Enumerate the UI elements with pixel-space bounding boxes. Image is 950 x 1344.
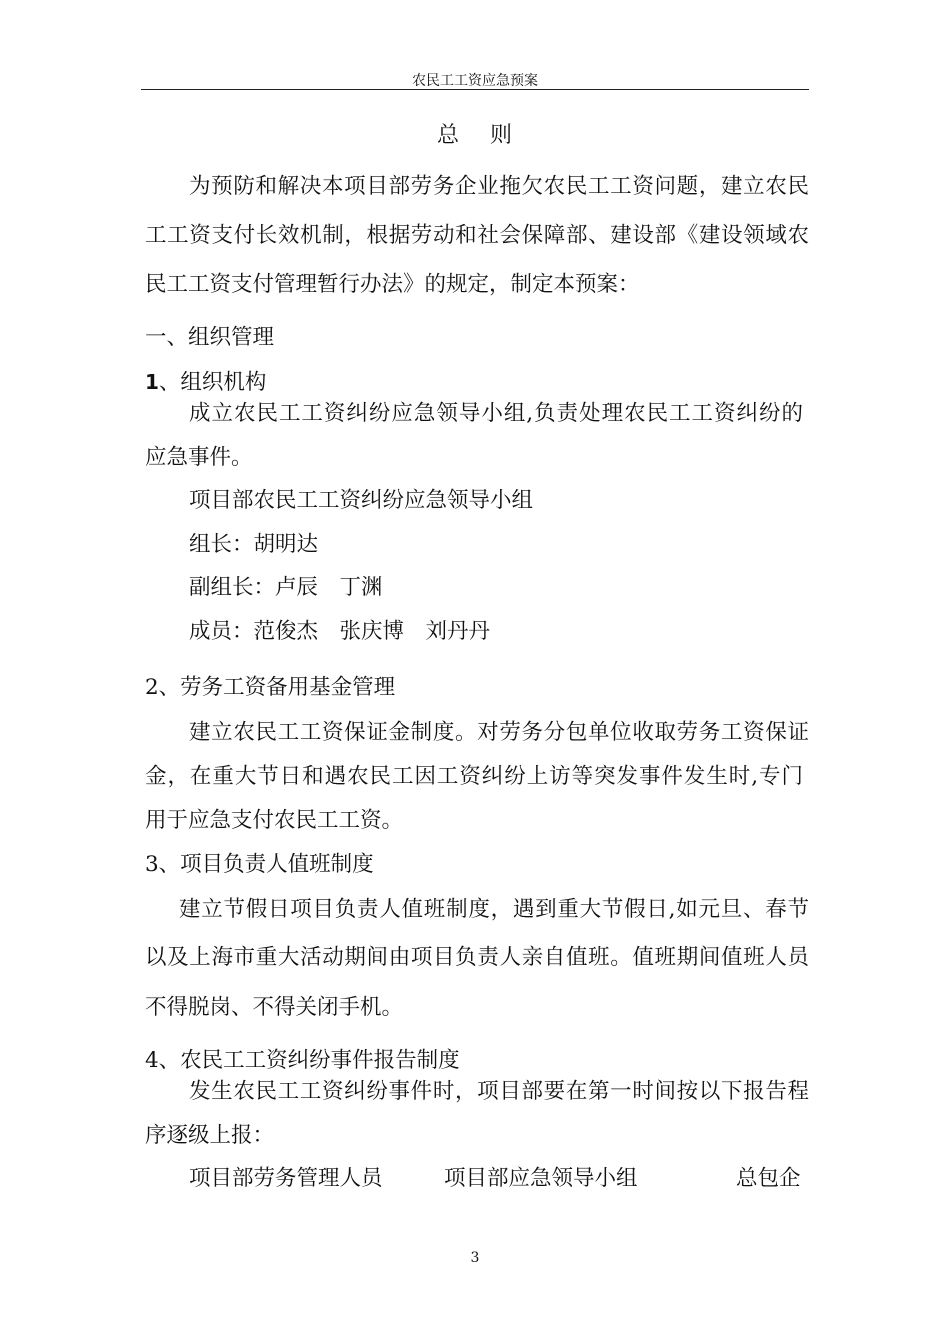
item-4-heading: 4、农民工工资纠纷事件报告制度 bbox=[145, 1048, 460, 1073]
title-char-right: 则 bbox=[490, 123, 514, 148]
report-flow-step-2: 项目部应急领导小组 bbox=[444, 1166, 638, 1191]
item-2-line-2: 金，在重大节日和遇农民工因工资纠纷上访等突发事件发生时,专门 bbox=[145, 764, 803, 789]
item-1-para-line-1: 成立农民工工资纠纷应急领导小组,负责处理农民工工资纠纷的 bbox=[189, 401, 803, 426]
group-vice-leaders: 副组长：卢辰 丁渊 bbox=[189, 575, 383, 600]
item-4-line-2: 序逐级上报： bbox=[145, 1123, 275, 1148]
intro-line-3: 民工工资支付管理暂行办法》的规定，制定本预案： bbox=[145, 272, 640, 297]
group-name: 项目部农民工工资纠纷应急领导小组 bbox=[189, 488, 534, 513]
header-rule bbox=[141, 89, 809, 90]
section-1-heading: 一、组织管理 bbox=[145, 325, 275, 350]
item-2-line-1: 建立农民工工资保证金制度。对劳务分包单位收取劳务工资保证 bbox=[189, 720, 809, 745]
item-1-heading bbox=[145, 367, 266, 398]
running-header: 农民工工资应急预案 bbox=[412, 73, 538, 89]
item-4-line-1: 发生农民工工资纠纷事件时，项目部要在第一时间按以下报告程 bbox=[189, 1079, 809, 1104]
group-members: 成员：范俊杰 张庆博 刘丹丹 bbox=[189, 619, 491, 644]
item-3-heading: 3、项目负责人值班制度 bbox=[145, 852, 374, 877]
item-3-line-2: 以及上海市重大活动期间由项目负责人亲自值班。值班期间值班人员 bbox=[145, 945, 809, 970]
item-3-line-1: 建立节假日项目负责人值班制度，遇到重大节假日,如元旦、春节 bbox=[179, 897, 809, 922]
intro-line-1: 为预防和解决本项目部劳务企业拖欠农民工工资问题，建立农民 bbox=[189, 174, 809, 199]
page-number: 3 bbox=[470, 1250, 480, 1266]
item-1-para-line-2: 应急事件。 bbox=[145, 445, 253, 470]
report-flow-step-1: 项目部劳务管理人员 bbox=[189, 1166, 383, 1191]
item-2-heading: 2、劳务工资备用基金管理 bbox=[145, 675, 396, 700]
item-2-line-3: 用于应急支付农民工工资。 bbox=[145, 808, 404, 833]
item-3-line-3: 不得脱岗、不得关闭手机。 bbox=[145, 995, 404, 1020]
item-1-heading-text: 、组织机构 bbox=[158, 370, 267, 395]
group-leader: 组长：胡明达 bbox=[189, 532, 319, 557]
title-char-left: 总 bbox=[436, 123, 460, 148]
report-flow-step-3: 总包企 bbox=[736, 1166, 801, 1191]
item-1-number: 1 bbox=[145, 370, 159, 394]
page-title bbox=[0, 118, 950, 149]
intro-line-2: 工工资支付长效机制，根据劳动和社会保障部、建设部《建设领域农 bbox=[145, 223, 809, 248]
